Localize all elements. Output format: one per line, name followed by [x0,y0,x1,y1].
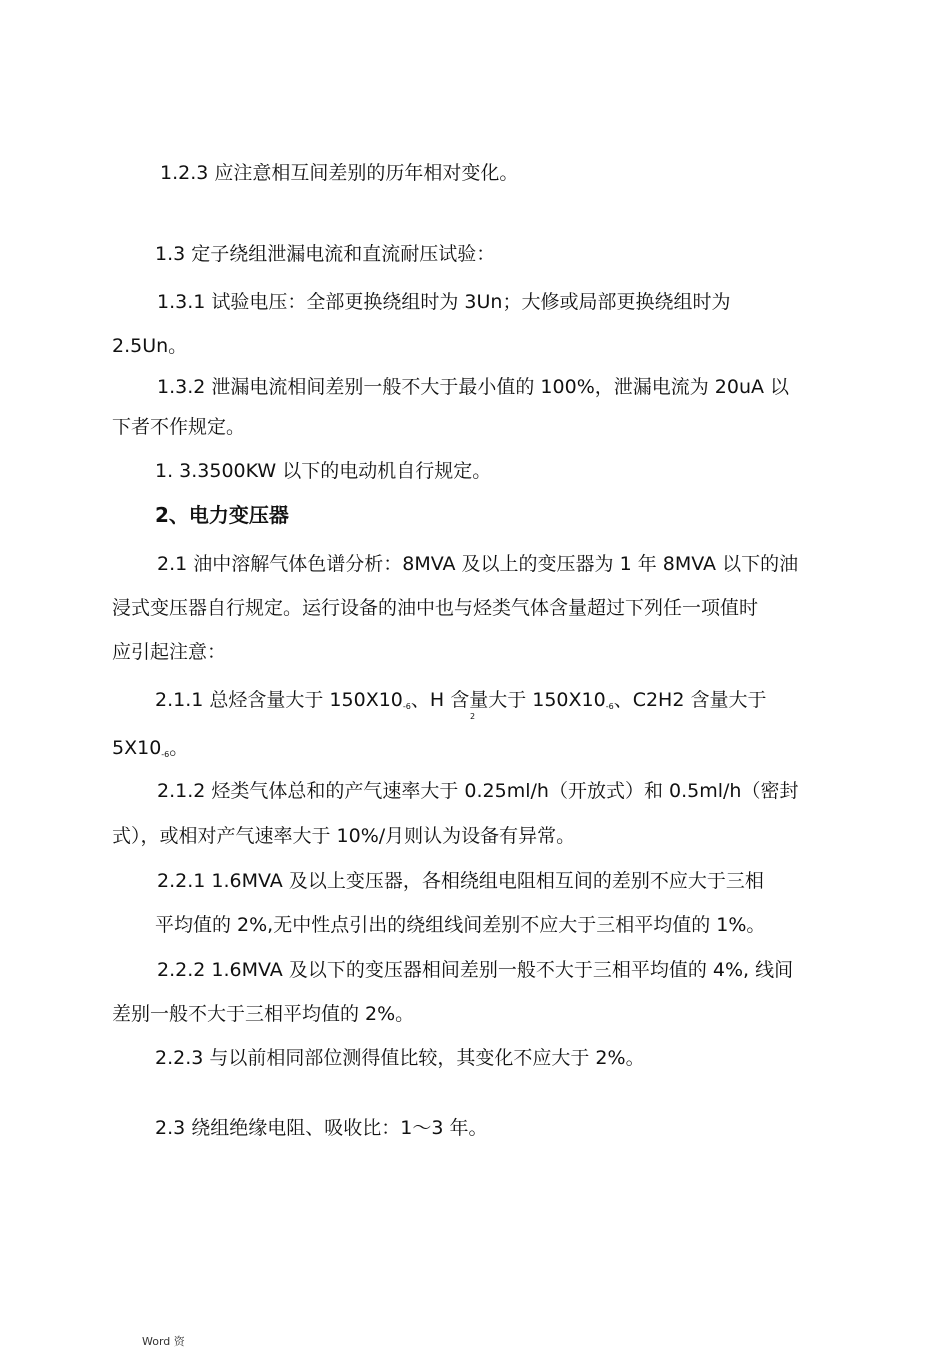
paragraph-1-3-1-line2: 2.5Un。 [112,335,188,357]
paragraph-2-1-line2: 浸式变压器自行规定。运行设备的油中也与烃类气体含量超过下列任一项值时 [112,597,759,619]
page-footer: Word 资 [142,1335,185,1348]
paragraph-2-2-2-line1: 2.2.2 1.6MVA 及以下的变压器相间差别一般不大于三相平均值的 4%, 线间 [157,959,794,981]
paragraph-2-2-1-line2: 平均值的 2%,无中性点引出的绕组线间差别不应大于三相平均值的 1%。 [155,914,766,936]
paragraph-2-1-1-line2 [112,736,188,767]
paragraph-2-2-2-line2: 差别一般不大于三相平均值的 2%。 [112,1003,415,1025]
p211-text-b: 、H 含量大于 150X10 [410,689,606,711]
paragraph-1-3-3: 1. 3.3500KW 以下的电动机自行规定。 [155,460,492,482]
paragraph-2-2-3: 2.2.3 与以前相同部位测得值比较，其变化不应大于 2%。 [155,1047,645,1069]
paragraph-2-1-1-line1 [155,688,766,719]
paragraph-1-3-2-line1: 1.3.2 泄漏电流相间差别一般不大于最小值的 100%，泄漏电流为 20uA 以 [157,376,790,398]
paragraph-2-1-line1: 2.1 油中溶解气体色谱分析：8MVA 及以上的变压器为 1 年 8MVA 以下的油 [157,553,799,575]
paragraph-2-1-2-line1: 2.1.2 烃类气体总和的产气速率大于 0.25ml/h（开放式）和 0.5ml/h（密封 [157,780,799,802]
p211-text-e: 。 [169,737,189,759]
paragraph-1-2-3: 1.2.3 应注意相互间差别的历年相对变化。 [160,162,519,184]
section-heading-transformer: 2、电力变压器 [155,503,289,527]
paragraph-1-3: 1.3 定子绕组泄漏电流和直流耐压试验： [155,243,496,265]
paragraph-1-3-2-line2: 下者不作规定。 [112,416,246,438]
paragraph-1-3-1-line1: 1.3.1 试验电压：全部更换绕组时为 3Un；大修或局部更换绕组时为 [157,291,731,313]
p211-exponent-2: -6 [605,702,614,711]
paragraph-2-1-2-line2: 式），或相对产气速率大于 10%/月则认为设备有异常。 [112,825,576,847]
p211-text-a: 2.1.1 总烃含量大于 150X10 [155,689,403,711]
p211-exponent-1: -6 [402,702,411,711]
paragraph-2-1-line3: 应引起注意： [112,641,227,663]
paragraph-2-2-1-line1: 2.2.1 1.6MVA 及以上变压器，各相绕组电阻相互间的差别不应大于三相 [157,870,764,892]
p211-text-d: 5X10 [112,737,162,759]
p211-h2-subscript: 2 [470,712,476,721]
p211-text-c: 、C2H2 含量大于 [613,689,767,711]
p211-exponent-3: -6 [161,750,170,759]
paragraph-2-3: 2.3 绕组绝缘电阻、吸收比：1〜3 年。 [155,1117,488,1139]
